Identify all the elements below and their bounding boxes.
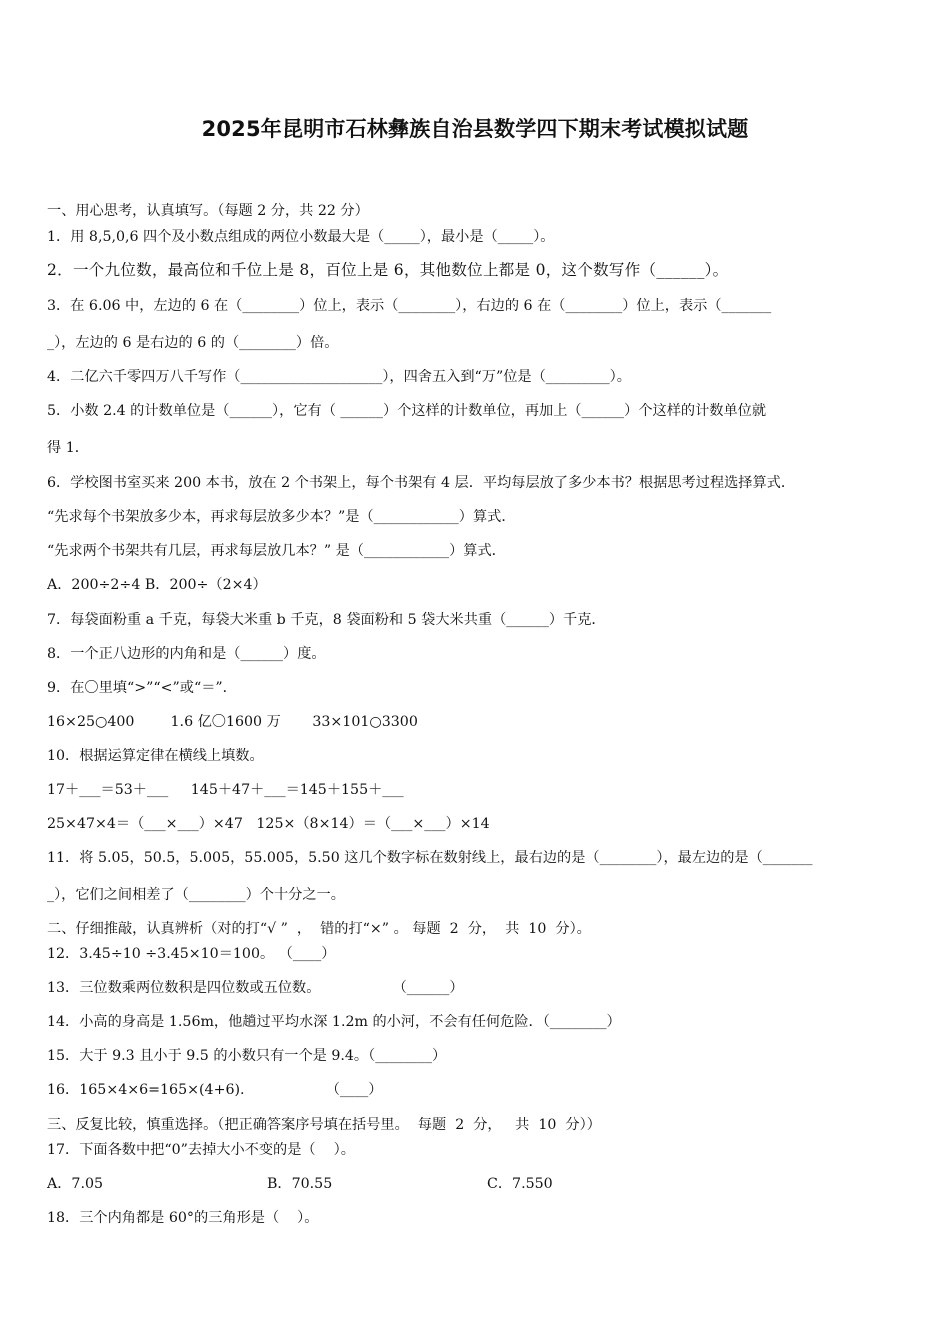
question-3-line-2: _），左边的 6 是右边的 6 的（________）倍。 (47, 335, 339, 351)
question-12: 12．3.45÷10 ÷3.45×10＝100。 （____） (47, 946, 336, 962)
question-7: 7．每袋面粉重 a 千克，每袋大米重 b 千克，8 袋面粉和 5 袋大米共重（______）千克． (47, 612, 606, 628)
question-9-instruction: 9．在〇里填“>”“<”或“＝”． (47, 680, 237, 696)
question-5-line-2: 得 1． (47, 440, 89, 456)
option-b: B．70.55 (267, 1176, 333, 1192)
section-3-heading: 三、反复比较，慎重选择。（把正确答案序号填在括号里。 每题 2 分， 共 10 分）） (47, 1117, 601, 1133)
question-9-items: 16×25○400 1.6 亿〇1600 万 33×101○3300 (47, 714, 418, 730)
option-a: A．7.05 (47, 1176, 104, 1192)
question-11-line-1: 11．将 5.05，50.5，5.005，55.005，5.50 这几个数字标在数射线上，最右边的是（________），最左边的是（_______ (47, 850, 813, 866)
question-2: 2．一个九位数，最高位和千位上是 8，百位上是 6，其他数位上都是 0，这个数写作（______）。 (47, 261, 729, 279)
question-6-line-2: “先求每个书架放多少本，再求每层放多少本？”是（____________）算式． (47, 509, 516, 525)
question-8: 8．一个正八边形的内角和是（______）度。 (47, 646, 326, 662)
question-1: 1．用 8,5,0,6 四个及小数点组成的两位小数最大是（_____），最小是（_____）。 (47, 229, 555, 245)
question-5-line-1: 5．小数 2.4 的计数单位是（______），它有（ ______）个这样的计数单位，再加上（______）个这样的计数单位就 (47, 403, 767, 419)
question-6-options: A．200÷2÷4 B．200÷（2×4） (47, 577, 267, 593)
section-2-heading: 二、仔细推敲，认真辨析（对的打“√ ” ， 错的打“×” 。 每题 2 分， 共 10 分）。 (47, 921, 591, 937)
question-18: 18．三个内角都是 60°的三角形是（ ）。 (47, 1210, 319, 1226)
question-14: 14．小高的身高是 1.56m，他趟过平均水深 1.2m 的小河，不会有任何危险．（________） (47, 1014, 621, 1030)
page-title: 2025年昆明市石林彝族自治县数学四下期末考试模拟试题 (201, 117, 749, 141)
question-10-line-1: 17＋___＝53＋___ 145＋47＋___＝145＋155＋___ (47, 782, 404, 798)
question-17: 17．下面各数中把“0”去掉大小不变的是（ ）。 (47, 1142, 355, 1158)
question-6-line-3: “先求两个书架共有几层，再求每层放几本？” 是（____________）算式． (47, 543, 506, 559)
question-15: 15．大于 9.3 且小于 9.5 的小数只有一个是 9.4。（________） (47, 1048, 447, 1064)
question-16: 16．165×4×6=165×(4+6). （____） (47, 1082, 383, 1098)
question-4: 4．二亿六千零四万八千写作（____________________），四舍五入到“万”位是（_________）。 (47, 369, 631, 385)
question-10-instruction: 10．根据运算定律在横线上填数。 (47, 748, 264, 764)
question-10-line-2: 25×47×4＝（___×___）×47 125×（8×14）＝（___×___）×14 (47, 816, 490, 832)
section-1-heading: 一、用心思考，认真填写。（每题 2 分，共 22 分） (47, 203, 369, 219)
question-11-line-2: _），它们之间相差了（________）个十分之一。 (47, 887, 345, 903)
option-c: C．7.550 (487, 1176, 553, 1192)
question-13: 13．三位数乘两位数积是四位数或五位数。 （______） (47, 980, 464, 996)
question-6-line-1: 6．学校图书室买来 200 本书，放在 2 个书架上，每个书架有 4 层．平均每层放了多少本书？根据思考过程选择算式． (47, 475, 796, 491)
question-3-line-1: 3．在 6.06 中，左边的 6 在（________）位上，表示（________），右边的 6 在（________）位上，表示（_______ (47, 298, 772, 314)
question-17-options (47, 1174, 907, 1194)
